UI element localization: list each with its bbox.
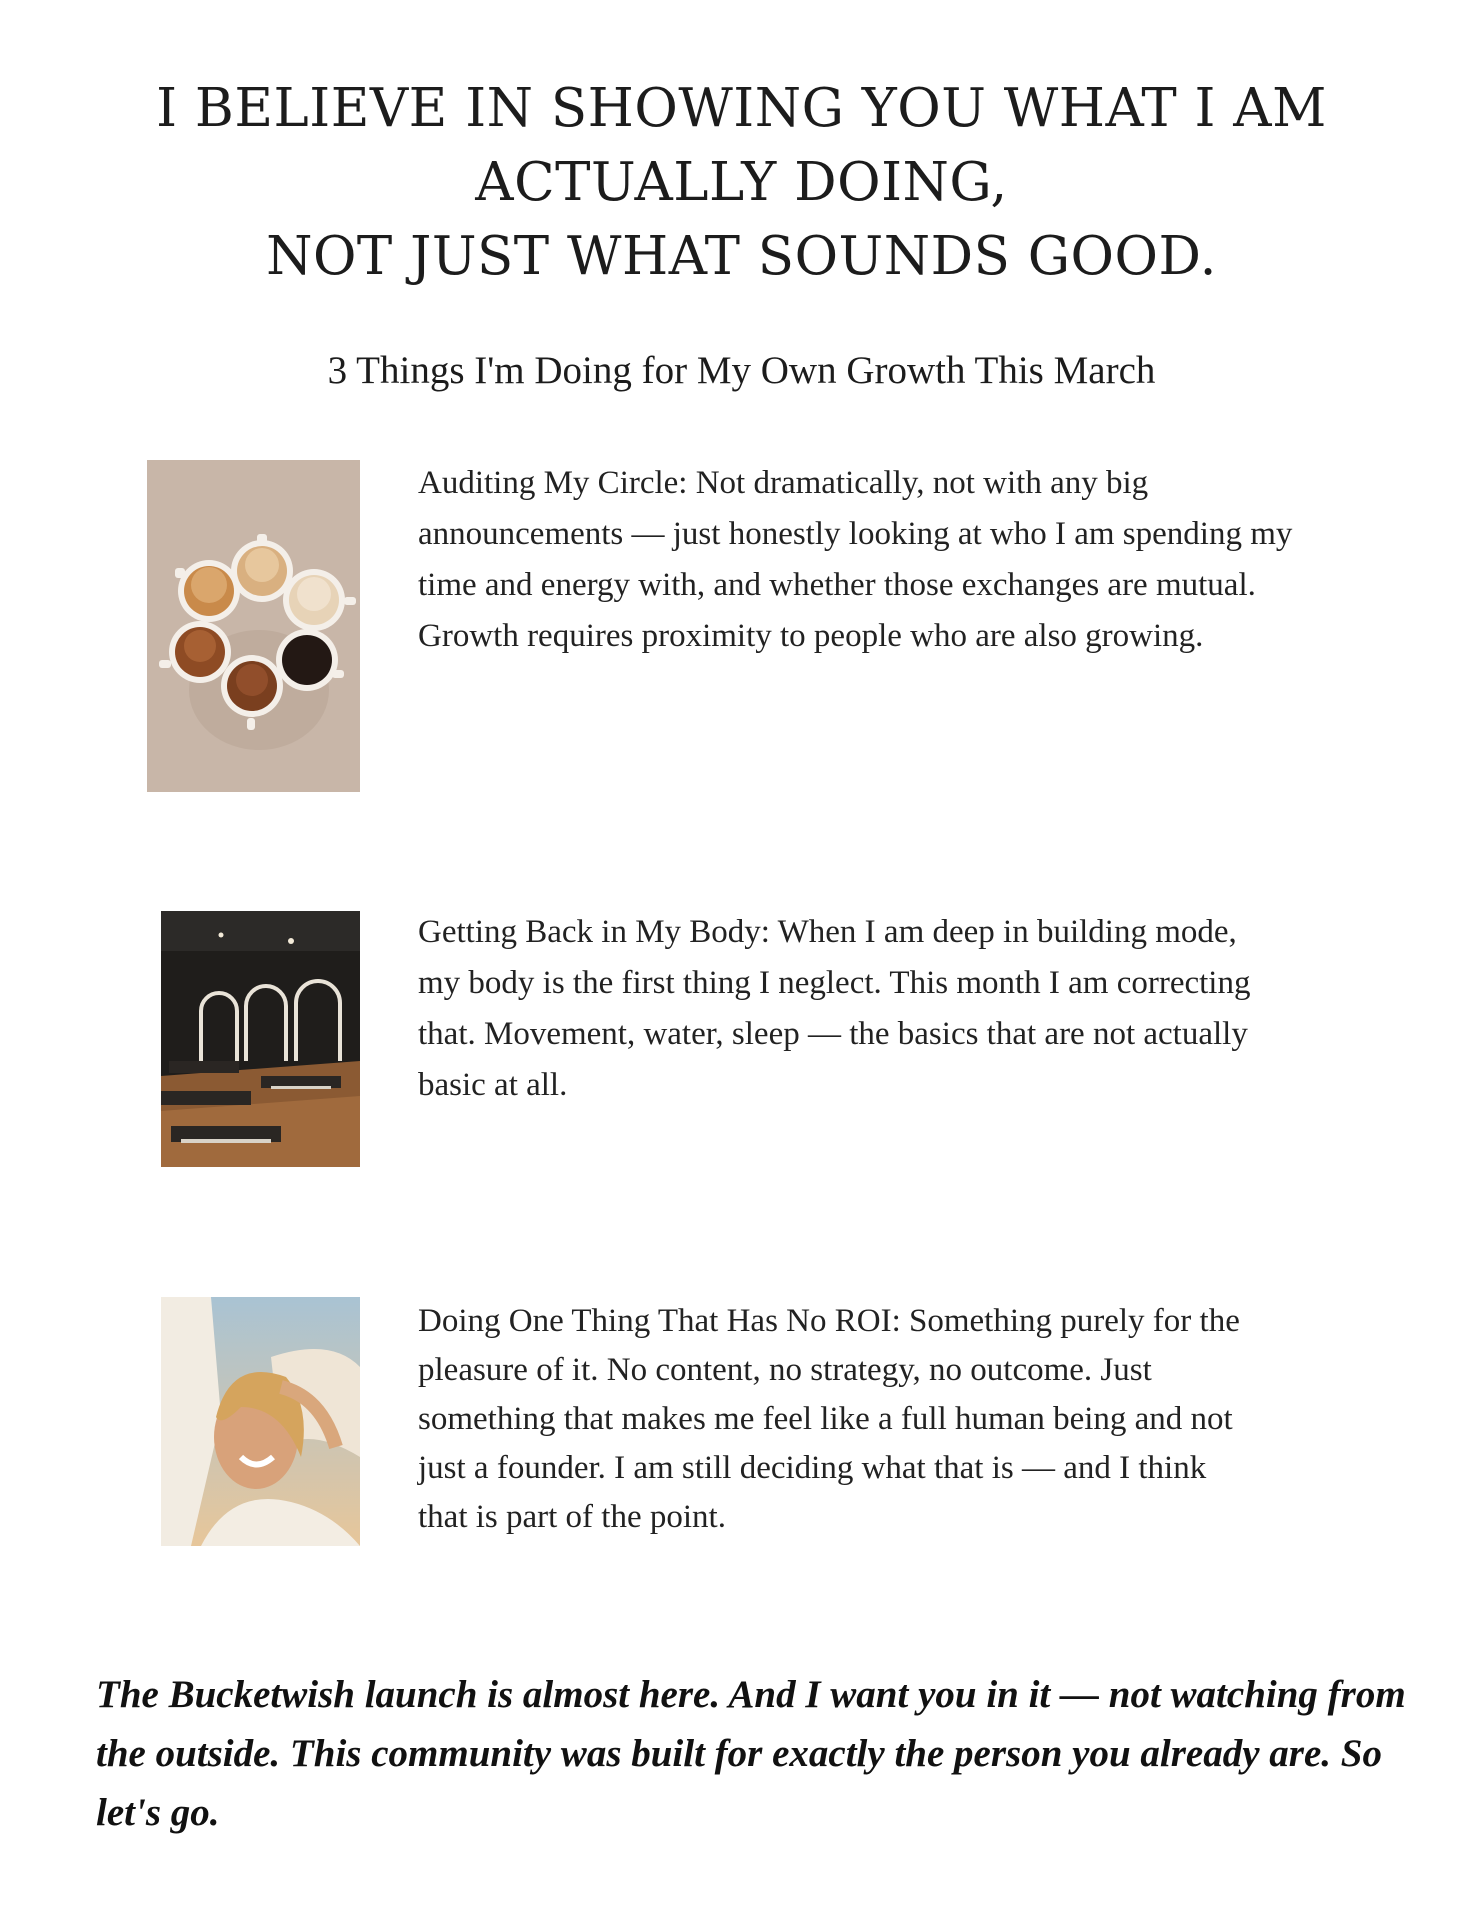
headline-line-1: I BELIEVE IN SHOWING YOU WHAT I AM [156, 78, 1327, 139]
item-text: Doing One Thing That Has No ROI: Something purely for the pleasure of it. No content, no strategy, no outcome. Just something that makes me feel like a full human being and not just a founder. I am still deciding what that is — and I think that is part of the point. [418, 1303, 1240, 1535]
pilates-studio-photo [161, 911, 360, 1167]
closing-statement: The Bucketwish launch is almost here. And I want you in it — not watching from the outside. This community was built for exactly the person you already are. So let's go. [96, 1673, 1406, 1834]
laughing-woman-photo [161, 1297, 360, 1546]
headline-line-3: NOT JUST WHAT SOUNDS GOOD. [266, 226, 1217, 287]
headline [100, 72, 1383, 294]
item-text: Getting Back in My Body: When I am deep in building mode, my body is the first thing I neglect. This month I am correcting that. Movement, water, sleep — the basics that are not actually basic at all. [418, 914, 1251, 1103]
item-text: Auditing My Circle: Not dramatically, not with any big announcements — just honestly looking at who I am spending my time and energy with, and whether those exchanges are mutual. Growth requires proximity to people who are also growing. [418, 465, 1293, 654]
headline-line-2: ACTUALLY DOING, [475, 152, 1008, 213]
subtitle: 3 Things I'm Doing for My Own Growth This March [327, 349, 1156, 392]
coffee-cups-photo [147, 460, 360, 792]
